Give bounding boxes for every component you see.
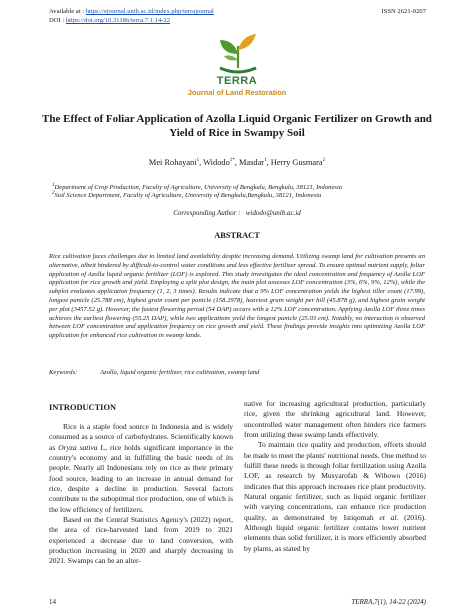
doi-line bbox=[49, 17, 170, 25]
author-name: Herry Gusmara bbox=[270, 158, 323, 167]
available-at-line bbox=[49, 8, 214, 16]
corresponding-author bbox=[0, 209, 474, 217]
paragraph-text: (2016). Although liquid organic fertilizer contains lower nutrient elements than solid fertilizer, it is more efficiently absorbed by plants, as stated by bbox=[244, 512, 427, 553]
affiliation-text: Soil Science Department, Faculty of Agriculture, University of Bengkulu,Bengkulu, 38121, Indonesia bbox=[54, 192, 322, 200]
left-column bbox=[49, 422, 233, 567]
journal-url-link[interactable]: https://ejournal.unib.ac.id/index.php/terrajournal bbox=[85, 8, 214, 15]
abstract-text: Rice cultivation faces challenges due to limited land availability despite increasing demand. Utilizing swamp land for cultivation presents an alternative, albeit hindered by difficult-to-control water conditions and less effective fertilizer spread. To ensure optimal nutrient supply, foliar application of Azolla liquid organic fertilizer (LOF) is explored. This study investigates the ideal concentration and frequency of Azolla LOF application for rice growth and yield. Employing a split plot design, the main plot assesses LOF concentration (3%, 6%, 9%, 12%), while the subplot evaluates application frequency (1, 2, 3 times). Results indicate that a 9% LOF concentration yields the highest tiller count (17.99), longest panicle (25.788 cm), highest grain count per panicle (158.2978), heaviest grain weight per hill (45.878 g), and highest grain weight per plot (3457.52 g). However, the fastest flowering period (54 DAP) occurs with a 12% LOF concentration. Applying Azolla LOF three times achieves the earliest flowering (55.25 DAP), while two applications yield the longest panicle (25.03 cm). Notably, no interaction is observed between LOF concentration and application frequency on rice growth and yield. These findings provide insights into optimizing Azolla LOF application for enhanced rice cultivation in swamp lands. bbox=[49, 253, 425, 340]
author-affiliation-mark: 1 bbox=[264, 158, 267, 164]
author-name: Mei Rohayani bbox=[148, 158, 197, 167]
journal-brand-name: TERRA bbox=[216, 75, 258, 87]
paragraph bbox=[49, 422, 233, 515]
keywords-label: Keywords: bbox=[49, 369, 78, 376]
available-at-label: Available at : bbox=[49, 8, 86, 15]
author-affiliation-mark: 1* bbox=[229, 158, 235, 164]
journal-reference: TERRA,7(1), 14-22 (2024) bbox=[351, 598, 426, 606]
paragraph-text: Rice is a staple food source in Indonesia and is widely consumed as a source of carbohydrates. Scientifically known as bbox=[49, 422, 233, 452]
affiliation-text: Department of Crop Production, Faculty of Agriculture, University of Bengkulu, Bengkulu, 38121, Indonesia bbox=[54, 184, 343, 192]
keywords-text: Azolla, liquid organic fertilizer, rice cultivation, swamp land bbox=[100, 369, 260, 376]
paragraph-text: L, rice holds significant importance in the country's economy and in fulfilling the basic needs of its people. Nearly all Indonesians rely on rice as their primary food source, leading to an increase in annual demand for rice, despite a decline in production. Several factors contribute to the suboptimal rice production, one of which is the low efficiency of fertilizers. bbox=[49, 442, 233, 514]
paragraph: native for increasing agricultural production, particularly rice, given the shrinking agricultural land. However, uncontrolled water management often hinders rice farmers from utilizing these swamp lands effectively. bbox=[244, 399, 426, 440]
corresponding-author-email: widodo@unib.ac.id bbox=[245, 209, 301, 217]
author-list: Mei Rohayani$^1$, Widodo$^{1*}$, Masdar$^1$, Herry Gusmara$^2$ bbox=[148, 158, 326, 167]
paragraph bbox=[244, 440, 426, 554]
affiliation-mark: 1 bbox=[52, 183, 55, 188]
issn: ISSN 2621-0207 bbox=[381, 8, 426, 15]
page-number: 14 bbox=[49, 598, 56, 606]
author-affiliation-mark: 2 bbox=[322, 158, 326, 164]
species-name: Oryza sativa bbox=[58, 442, 98, 452]
right-column bbox=[244, 399, 426, 554]
affiliation bbox=[52, 190, 452, 200]
doi-label: DOI : bbox=[49, 17, 66, 24]
article-title: The Effect of Foliar Application of Azolla Liquid Organic Fertilizer on Growth and Yield of Rice in Swampy Soil bbox=[42, 113, 432, 139]
author-name: Masdar bbox=[238, 158, 265, 167]
corresponding-author-label: Corresponding Author : bbox=[173, 209, 241, 217]
affiliation-mark: 2 bbox=[52, 191, 55, 196]
doi-link[interactable]: https://doi.org/10.31186/terra.7.1.14-22 bbox=[65, 17, 171, 24]
et-al: et al. bbox=[379, 512, 399, 522]
introduction-heading: INTRODUCTION bbox=[49, 403, 117, 412]
abstract-heading: ABSTRACT bbox=[214, 231, 260, 240]
paragraph-text: To maintain rice quality and production, efforts should be made to meet the plants' nutritional needs. One method to fulfill these needs is through foliar fertilization using Azolla LOF, as research by Musyarofah & Wibowo (2016) indicates that this approach increases rice plant productivity. Natural organic fertilizer, such as liquid organic fertilizer with varying concentrations, can enhance rice production quality, as demonstrated by Istiqomah bbox=[244, 440, 426, 522]
paragraph: Based on the Central Statistics Agency's (2022) report, the area of rice-harvested land from 2019 to 2021 experienced a decrease due to land conversion, with production increasing in 2020 and sharply decreasing in 2021. Swamps can be an alter- bbox=[49, 515, 233, 566]
author-name: Widodo bbox=[203, 158, 230, 167]
journal-brand-subtitle: Journal of Land Restoration bbox=[187, 88, 287, 97]
author-affiliation-mark: 1 bbox=[196, 158, 200, 164]
